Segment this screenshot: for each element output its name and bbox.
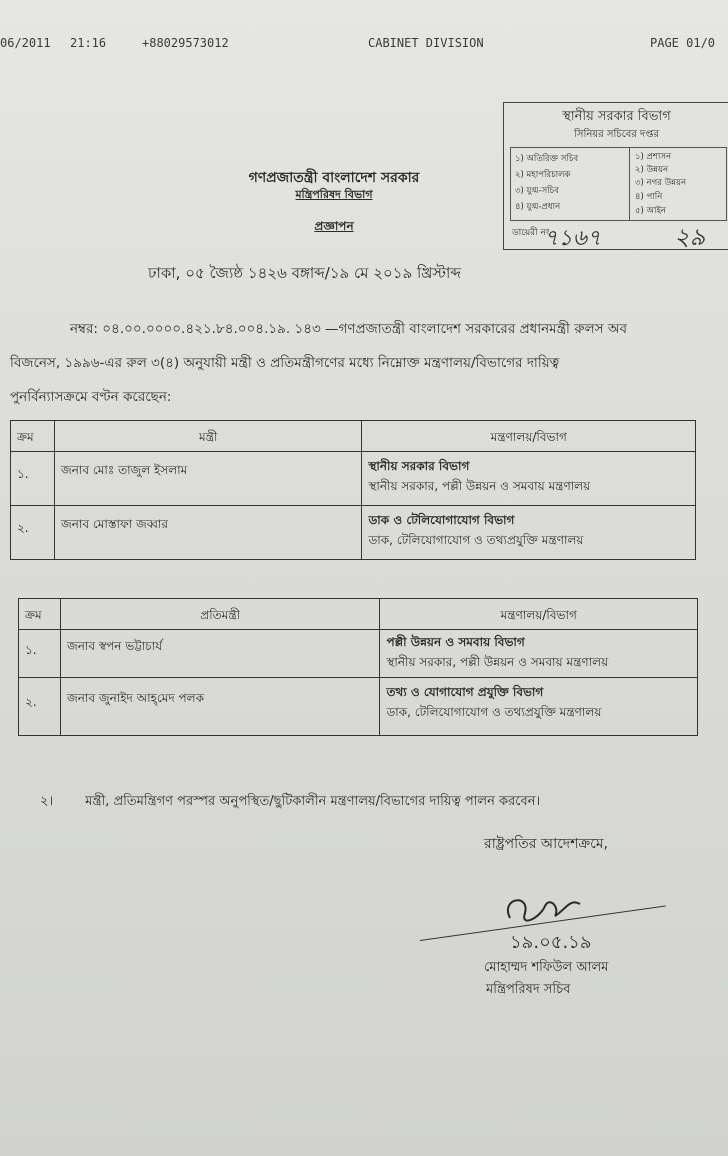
body-line-2: বিজনেস, ১৯৯৬-এর রুল ৩(৪) অনুযায়ী মন্ত্রী ও প্রতিমন্ত্রীগণের মধ্যে নিম্নোক্ত মন্ত্রণালয়/বিভাগের দায়িত্ব	[10, 355, 560, 371]
dateline: ঢাকা, ০৫ জ্যৈষ্ঠ ১৪২৬ বঙ্গাব্দ/১৯ মে ২০১৯ খ্রিস্টাব্দ	[148, 264, 461, 282]
table-row	[19, 678, 698, 736]
stamp-right-item: ১) প্রশাসন	[635, 152, 672, 162]
note-paragraph	[40, 792, 540, 813]
stamp-right-item: ৩) নগর উন্নয়ন	[635, 178, 687, 188]
header-state-minister: প্রতিমন্ত্রী	[60, 599, 379, 630]
header-ministry: মন্ত্রণালয়/বিভাগ	[380, 599, 698, 630]
table-row	[11, 452, 696, 506]
stamp-handwritten-date: ২৯	[674, 223, 706, 251]
row-division: ডাক ও টেলিযোগাযোগ বিভাগ	[368, 513, 515, 527]
state-ministers-table	[18, 598, 698, 736]
row-name: জনাব মোস্তাফা জব্বার	[54, 506, 362, 560]
row-division: স্থানীয় সরকার বিভাগ	[368, 459, 470, 473]
table-header-row	[11, 421, 696, 452]
fax-date: 06/2011	[0, 36, 51, 50]
note-text: মন্ত্রী, প্রতিমন্ত্রিগণ পরস্পর অনুপস্থিত/ছুটিকালীন মন্ত্রণালয়/বিভাগের দায়িত্ব পালন করবেন।	[85, 794, 541, 809]
table-row	[11, 506, 696, 560]
note-number: ২।	[40, 794, 54, 809]
row-division: পল্লী উন্নয়ন ও সমবায় বিভাগ	[386, 635, 525, 649]
signatory-designation: মন্ত্রিপরিষদ সচিব	[486, 982, 571, 997]
stamp-right-item: ৫) আইন	[635, 206, 666, 216]
header-serial: ক্রম	[11, 421, 55, 452]
row-ministry-cell	[380, 678, 698, 736]
handwritten-signature	[470, 888, 670, 958]
stamp-right-item: ৪) পানি	[635, 192, 663, 202]
stamp-handwritten-number: ৭১৬৭	[544, 226, 602, 251]
row-serial: ১.	[19, 630, 61, 678]
row-serial: ২.	[19, 678, 61, 736]
row-name: জনাব মোঃ তাজুল ইসলাম	[54, 452, 362, 506]
stamp-title: স্থানীয় সরকার বিভাগ	[562, 109, 671, 124]
row-name: জনাব জুনাইদ আহ্‌মেদ পলক	[60, 678, 379, 736]
row-ministry: স্থানীয় সরকার, পল্লী উন্নয়ন ও সমবায় মন্ত্রণালয়	[368, 479, 591, 493]
stamp-right-item: ২) উন্নয়ন	[635, 165, 669, 175]
stamp-subtitle: সিনিয়র সচিবের দপ্তর	[574, 129, 659, 140]
header-serial: ক্রম	[19, 599, 61, 630]
row-ministry: ডাক, টেলিযোগাযোগ ও তথ্যপ্রযুক্তি মন্ত্রণালয়	[386, 705, 602, 719]
signature-date: ১৯.০৫.১৯	[510, 932, 592, 953]
signatory-name: মোহাম্মদ শফিউল আলম	[484, 960, 609, 975]
stamp-left-item: ১) অতিরিক্ত সচিব	[515, 154, 579, 164]
row-ministry-cell	[362, 506, 696, 560]
row-serial: ২.	[11, 506, 55, 560]
stamp-left-item: ৪) যুগ্ম-প্রধান	[515, 202, 561, 212]
row-division: তথ্য ও যোগাযোগ প্রযুক্তি বিভাগ	[386, 685, 544, 699]
fax-header	[0, 36, 728, 52]
row-name: জনাব স্বপন ভট্টাচার্য	[60, 630, 379, 678]
row-ministry: ডাক, টেলিযোগাযোগ ও তথ্যপ্রযুক্তি মন্ত্রণালয়	[368, 533, 584, 547]
fax-sender: CABINET DIVISION	[368, 36, 484, 50]
body-line-3: পুনর্বিন্যাসক্রমে বণ্টন করেছেন:	[10, 389, 172, 405]
fax-page: PAGE 01/0	[650, 36, 716, 50]
division-heading: মন্ত্রিপরিষদ বিভাগ	[295, 188, 373, 201]
header-ministry: মন্ত্রণালয়/বিভাগ	[362, 421, 696, 452]
table-header-row	[19, 599, 698, 630]
table-row	[19, 630, 698, 678]
row-ministry-cell	[380, 630, 698, 678]
government-heading: গণপ্রজাতন্ত্রী বাংলাদেশ সরকার	[248, 170, 420, 186]
fax-time: 21:16	[70, 36, 107, 50]
stamp-left-item: ৩) যুগ্ম-সচিব	[515, 186, 559, 196]
stamp-memo-label: ডায়েরী নং	[512, 228, 550, 238]
row-serial: ১.	[11, 452, 55, 506]
row-ministry-cell	[362, 452, 696, 506]
ministers-table	[10, 420, 696, 560]
stamp-left-item: ২) মহাপরিচালক	[515, 170, 571, 180]
presidential-order: রাষ্ট্রপতির আদেশক্রমে,	[484, 836, 608, 852]
body-line-1: নম্বর: ০৪.০০.০০০০.৪২১.৮৪.০০৪.১৯. ১৪৩ —গণপ্রজাতন্ত্রী বাংলাদেশ সরকারের প্রধানমন্ত্রী রুলস অব	[70, 321, 628, 337]
header-minister: মন্ত্রী	[54, 421, 362, 452]
document-type: প্রজ্ঞাপন	[314, 219, 354, 233]
row-ministry: স্থানীয় সরকার, পল্লী উন্নয়ন ও সমবায় মন্ত্রণালয়	[386, 655, 609, 669]
fax-phone: +88029573012	[142, 36, 229, 50]
